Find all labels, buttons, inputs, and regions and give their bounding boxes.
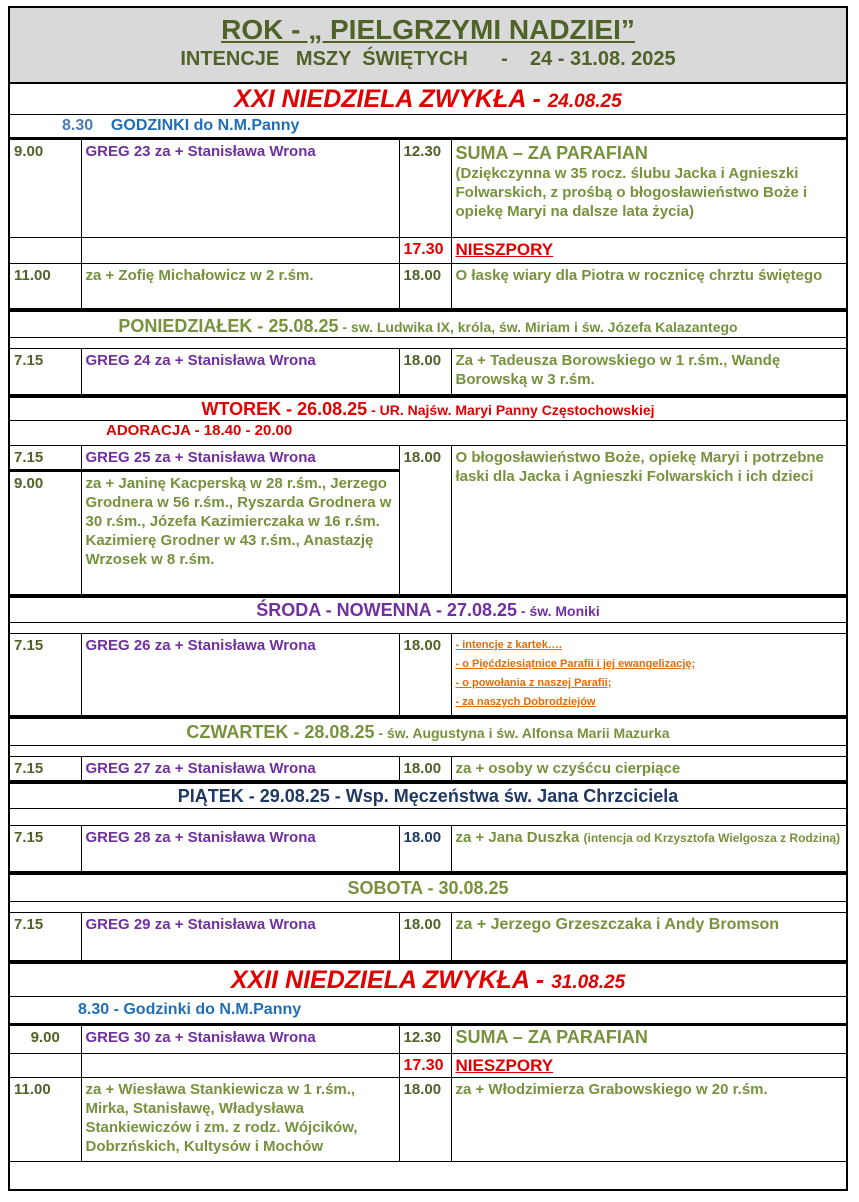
mass-intention: GREG 27 za + Stanisława Wrona (81, 757, 399, 781)
empty-cell (81, 238, 399, 264)
mass-intention: GREG 26 za + Stanisława Wrona (81, 634, 399, 716)
godzinki-line (10, 115, 846, 139)
spacer (10, 809, 846, 825)
mass-time: 7.15 (10, 913, 81, 961)
wednesday-note: - św. Moniki (517, 603, 600, 619)
tuesday-heading (10, 395, 846, 421)
table-row (10, 1026, 846, 1054)
thursday-note: - św. Augustyna i św. Alfonsa Marii Mazurka (374, 725, 670, 741)
mass-time: 9.00 (10, 471, 81, 595)
novena-item: - intencje z kartek…. (455, 639, 562, 651)
table-row (10, 634, 846, 716)
mass-time: 18.00 (399, 264, 451, 309)
tuesday-title: WTOREK - 26.08.25 (201, 399, 368, 419)
spacer (10, 623, 846, 633)
mass-intention: GREG 24 za + Stanisława Wrona (81, 349, 399, 395)
monday-note: - sw. Ludwika IX, króla, św. Miriam i św. Józefa Kalazantego (338, 319, 738, 335)
mass-time: 7.15 (10, 349, 81, 395)
wednesday-title: ŚRODA - NOWENNA - 27.08.25 (256, 600, 517, 620)
empty-cell (10, 1054, 81, 1078)
thursday-title: CZWARTEK - 28.08.25 (186, 722, 375, 742)
novena-item: - o Pięćdziesiątnice Parafii i jej ewangelizację; (455, 658, 696, 670)
thursday-heading (10, 716, 846, 746)
suma-note: (Dziękczynna w 35 rocz. ślubu Jacka i Agnieszki Folwarskich, z prośbą o błogosławieństwo Boże i opiekę Maryi na dalsze lata życia) (455, 165, 808, 220)
mass-time: 11.00 (10, 264, 81, 309)
table-row (10, 1054, 846, 1078)
adoration-line: ADORACJA - 18.40 - 20.00 (106, 422, 293, 439)
table-row (10, 913, 846, 961)
header (10, 8, 846, 84)
mass-intention: O błogosławieństwo Boże, opiekę Maryi i potrzebne łaski dla Jacka i Agnieszki Folwarskich i ich dzieci (451, 446, 846, 595)
monday-title: PONIEDZIAŁEK - 25.08.25 (118, 316, 339, 336)
table-row (10, 757, 846, 781)
mass-intention: za + Włodzimierza Grabowskiego w 20 r.śm. (451, 1078, 846, 1162)
sunday-title: XXI NIEDZIELA ZWYKŁA - (234, 85, 548, 113)
table-row (10, 349, 846, 395)
mass-intention: za + Jerzego Grzeszczaka i Andy Bromson (451, 913, 846, 961)
novena-item: - za naszych Dobrodziejów (455, 696, 596, 708)
mass-time: 12.30 (399, 140, 451, 238)
mass-time: 9.00 (10, 140, 81, 238)
mass-time: 18.00 (399, 446, 451, 595)
sunday-heading (10, 961, 846, 997)
intention-note: (intencja od Krzysztofa Wielgosza z Rodziną) (583, 831, 841, 845)
mass-intention: GREG 23 za + Stanisława Wrona (81, 140, 399, 238)
suma-label: SUMA – ZA PARAFIAN (455, 143, 648, 163)
mass-time: 17.30 (399, 238, 451, 264)
mass-time: 18.00 (399, 757, 451, 781)
novena-item: - o powołania z naszej Parafii; (455, 677, 612, 689)
table-row (10, 264, 846, 309)
sunday-heading (10, 84, 846, 115)
mass-time: 7.15 (10, 757, 81, 781)
godzinki-text: GODZINKI do N.M.Panny (110, 117, 300, 134)
sunday-masses (10, 1025, 846, 1162)
intention-text: za + Jana Duszka (455, 829, 584, 846)
saturday-heading: SOBOTA - 30.08.25 (10, 872, 846, 902)
spacer (10, 746, 846, 756)
empty-cell (81, 1054, 399, 1078)
monday-masses (10, 348, 846, 395)
mass-intention: za + osoby w czyśćcu cierpiące (451, 757, 846, 781)
mass-time: 9.00 (10, 1026, 81, 1054)
mass-intention: za + Janinę Kacperską w 28 r.śm., Jerzego Grodnera w 56 r.śm., Ryszarda Grodnera w 30 r.śm., Józefa Kazimierczaka w 16 r.śm. Kazimierę Grodner w 43 r.śm., Anastazję Wrzosek w 8 r.śm. (81, 471, 399, 595)
sunday-date: 24.08.25 (547, 91, 622, 112)
mass-intention: za + Wiesława Stankiewicza w 1 r.śm., Mirka, Stanisławę, Władysława Stankiewiczów i zm. z rodz. Wójcików, Dobrzńskich, Kultysów i Mochów (81, 1078, 399, 1162)
novena-intentions (451, 634, 846, 716)
wednesday-masses (10, 633, 846, 716)
mass-time: 18.00 (399, 634, 451, 716)
mass-time: 18.00 (399, 826, 451, 872)
mass-time: 18.00 (399, 349, 451, 395)
mass-intention: za + Zofię Michałowicz w 2 r.śm. (81, 264, 399, 309)
vespers-label: NIESZPORY (451, 1054, 846, 1078)
sunday-title: XXII NIEDZIELA ZWYKŁA - (230, 966, 552, 994)
mass-time: 18.00 (399, 913, 451, 961)
table-row (10, 446, 846, 471)
saturday-masses (10, 912, 846, 961)
spacer (10, 338, 846, 348)
mass-intention (451, 826, 846, 872)
sunday-date: 31.08.25 (551, 972, 626, 993)
mass-intention: GREG 30 za + Stanisława Wrona (81, 1026, 399, 1054)
page-subtitle: INTENCJE MSZY ŚWIĘTYCH - 24 - 31.08. 2025 (180, 48, 676, 70)
tuesday-masses (10, 445, 846, 595)
spacer (10, 902, 846, 912)
empty-cell (10, 238, 81, 264)
mass-time: 12.30 (399, 1026, 451, 1054)
mass-intention: GREG 28 za + Stanisława Wrona (81, 826, 399, 872)
mass-time: 11.00 (10, 1078, 81, 1162)
table-row (10, 140, 846, 238)
godzinki-line: 8.30 - Godzinki do N.M.Panny (10, 997, 846, 1025)
wednesday-heading (10, 595, 846, 623)
mass-intention: GREG 29 za + Stanisława Wrona (81, 913, 399, 961)
page-title: ROK - „ PIELGRZYMI NADZIEI” (221, 14, 635, 45)
table-row (10, 238, 846, 264)
sunday-masses (10, 139, 846, 309)
suma-label: SUMA – ZA PARAFIAN (451, 1026, 846, 1054)
monday-heading (10, 309, 846, 338)
mass-intention: O łaskę wiary dla Piotra w rocznicę chrztu świętego (451, 264, 846, 309)
mass-time: 7.15 (10, 634, 81, 716)
mass-intention: GREG 25 za + Stanisława Wrona (81, 446, 399, 471)
intentions-sheet (8, 6, 848, 1191)
tuesday-note: - UR. Najśw. Maryi Panny Częstochowskiej (367, 402, 655, 418)
mass-time: 7.15 (10, 826, 81, 872)
table-row (10, 826, 846, 872)
mass-time: 7.15 (10, 446, 81, 471)
mass-time: 18.00 (399, 1078, 451, 1162)
thursday-masses (10, 756, 846, 781)
mass-intention (451, 140, 846, 238)
friday-masses (10, 825, 846, 872)
mass-time: 17.30 (399, 1054, 451, 1078)
vespers-label: NIESZPORY (451, 238, 846, 264)
friday-heading: PIĄTEK - 29.08.25 - Wsp. Męczeństwa św. Jana Chrzciciela (10, 781, 846, 809)
table-row (10, 1078, 846, 1162)
mass-intention: Za + Tadeusza Borowskiego w 1 r.śm., Wandę Borowską w 3 r.śm. (451, 349, 846, 395)
godzinki-time: 8.30 (62, 117, 94, 134)
